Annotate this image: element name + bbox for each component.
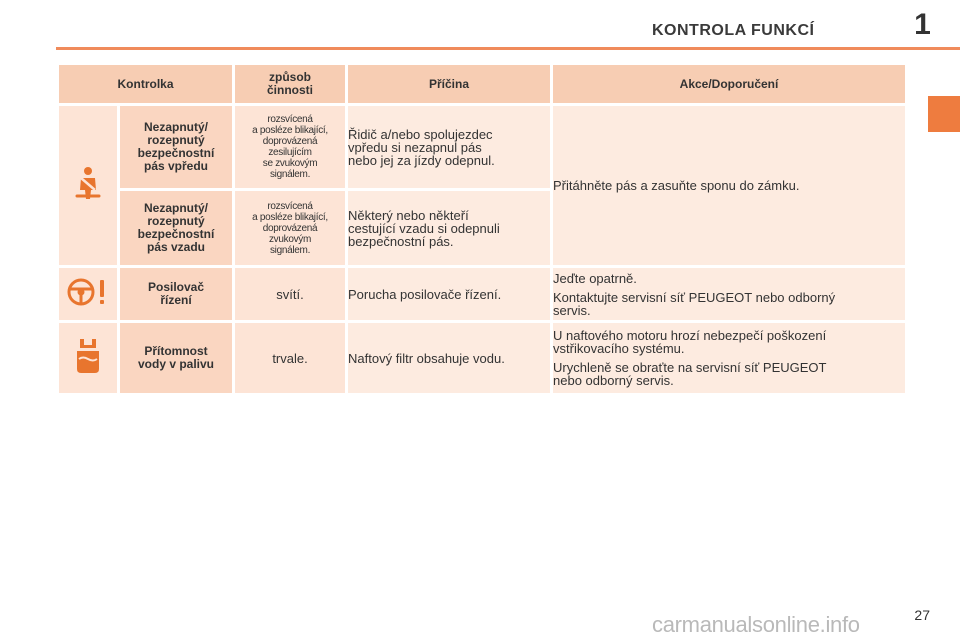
table-header-row (59, 65, 905, 103)
steering-cause: Porucha posilovače řízení. (348, 268, 550, 320)
warning-lights-table (56, 62, 908, 396)
water-icon-cell (59, 323, 117, 393)
seatbelt-rear-mode: rozsvícená a posléze blikající, doprovázená zvukovým signálem. (235, 191, 345, 265)
seatbelt-front-cause: Řidič a/nebo spolujezdec vpředu si nezapnul pás nebo jej za jízdy odepnul. (348, 106, 550, 188)
water-action-line-1: U naftového motoru hrozí nebezpečí poškození vstřikovacího systému. (553, 328, 827, 356)
watermark: carmanualsonline.info (652, 612, 860, 637)
water-in-fuel-icon (73, 337, 103, 375)
steering-icon-cell (59, 268, 117, 320)
steering-mode: svítí. (235, 268, 345, 320)
column-header-kontrolka: Kontrolka (59, 65, 232, 103)
seatbelt-icon-cell (59, 106, 117, 265)
seatbelt-front-name: Nezapnutý/ rozepnutý bezpečnostní pás vpředu (120, 106, 232, 188)
header-divider (56, 47, 960, 50)
water-cause: Naftový filtr obsahuje vodu. (348, 323, 550, 393)
column-header-cause: Příčina (348, 65, 550, 103)
power-steering-warning-icon (66, 277, 110, 307)
table-row (59, 106, 905, 188)
seatbelt-action: Přitáhněte pás a zasuňte sponu do zámku. (553, 106, 905, 265)
table-row (59, 323, 905, 393)
steering-action-line-1: Jeďte opatrně. (553, 270, 637, 286)
water-name: Přítomnost vody v palivu (120, 323, 232, 393)
water-action-line-2: Urychleně se obraťte na servisní síť PEUGEOT nebo odborný servis. (553, 360, 827, 388)
page-title: KONTROLA FUNKCÍ (652, 22, 815, 39)
chapter-tab (928, 96, 960, 132)
seatbelt-rear-name: Nezapnutý/ rozepnutý bezpečnostní pás vzadu (120, 191, 232, 265)
column-header-mode: způsob činnosti (235, 65, 345, 103)
steering-name: Posilovač řízení (120, 268, 232, 320)
steering-action-line-2: Kontaktujte servisní síť PEUGEOT nebo odborný servis. (553, 289, 836, 318)
table-row (59, 268, 905, 320)
seatbelt-warning-icon (74, 166, 102, 200)
water-mode: trvale. (235, 323, 345, 393)
page-number: 27 (914, 607, 930, 623)
water-action (553, 323, 905, 393)
seatbelt-front-mode: rozsvícená a posléze blikající, doprovázená zesilujícím se zvukovým signálem. (235, 106, 345, 188)
seatbelt-rear-cause: Některý nebo někteří cestující vzadu si odepnuli bezpečnostní pás. (348, 191, 550, 265)
steering-action (553, 268, 905, 320)
chapter-number: 1 (914, 8, 931, 41)
column-header-action: Akce/Doporučení (553, 65, 905, 103)
